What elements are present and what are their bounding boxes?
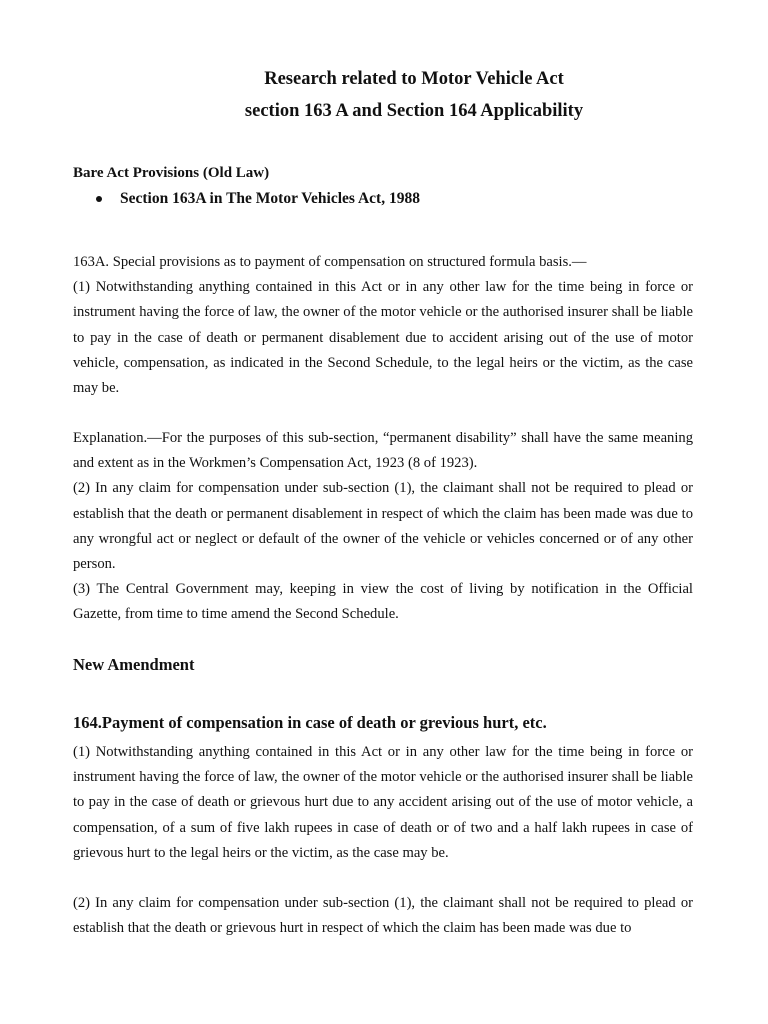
section-163a-block [73,250,693,401]
new-amendment-heading: New Amendment [73,655,195,674]
section-164-heading: 164.Payment of compensation in case of death or grevious hurt, etc. [73,713,547,732]
section-163a-clause-3: (3) The Central Government may, keeping in view the cost of living by notification in the Official Gazette, from time to time amend the Second Schedule. [73,581,693,623]
section-163a-title: 163A. Special provisions as to payment of compensation on structured formula basis.— [73,254,587,270]
section-163a-clause-1: (1) Notwithstanding anything contained in this Act or in any other law for the time being in force or instrument having the force of law, the owner of the motor vehicle or the authorised insurer shall be liable to pay in the case of death or permanent disablement due to accident arising out of the use of motor vehicle, compensation, as indicated in the Second Schedule, to the legal heirs or the victim, as the case may be. [73,279,693,397]
section-163a-clause-2: (2) In any claim for compensation under sub-section (1), the claimant shall not be required to plead or establish that the death or permanent disablement in respect of which the claim has been made was due to any wrongful act or neglect or default of the owner of the vehicle or vehicles concerned or of any other person. [73,480,693,573]
document-title-line1: Research related to Motor Vehicle Act [264,69,564,89]
section-163a-block-2 [73,426,693,628]
section-164-block-2 [73,891,693,941]
section-164-clause-1: (1) Notwithstanding anything contained in this Act or in any other law for the time being in force or instrument having the force of law, the owner of the motor vehicle or the authorised insurer shall be liable to pay in the case of death or grievous hurt due to any accident arising out of the use of motor vehicle, a compensation, of a sum of five lakh rupees in case of death or of two and a half lakh rupees in case of grievous hurt to the legal heirs or the victim, as the case may be. [73,744,693,861]
document-title-line2: section 163 A and Section 164 Applicability [244,101,584,121]
section-164-clause-2: (2) In any claim for compensation under sub-section (1), the claimant shall not be required to plead or establish that the death or grievous hurt in respect of which the claim has been made was due to [73,895,693,937]
bullet-dot-icon [96,196,102,202]
bare-act-heading: Bare Act Provisions (Old Law) [73,165,270,181]
section-164-block [73,740,693,866]
section-163a-explanation: Explanation.—For the purposes of this sub-section, “permanent disability” shall have the same meaning and extent as in the Workmen’s Compensation Act, 1923 (8 of 1923). [73,430,693,472]
bullet-item-label: Section 163A in The Motor Vehicles Act, 1988 [120,190,420,207]
bullet-item [96,190,420,208]
